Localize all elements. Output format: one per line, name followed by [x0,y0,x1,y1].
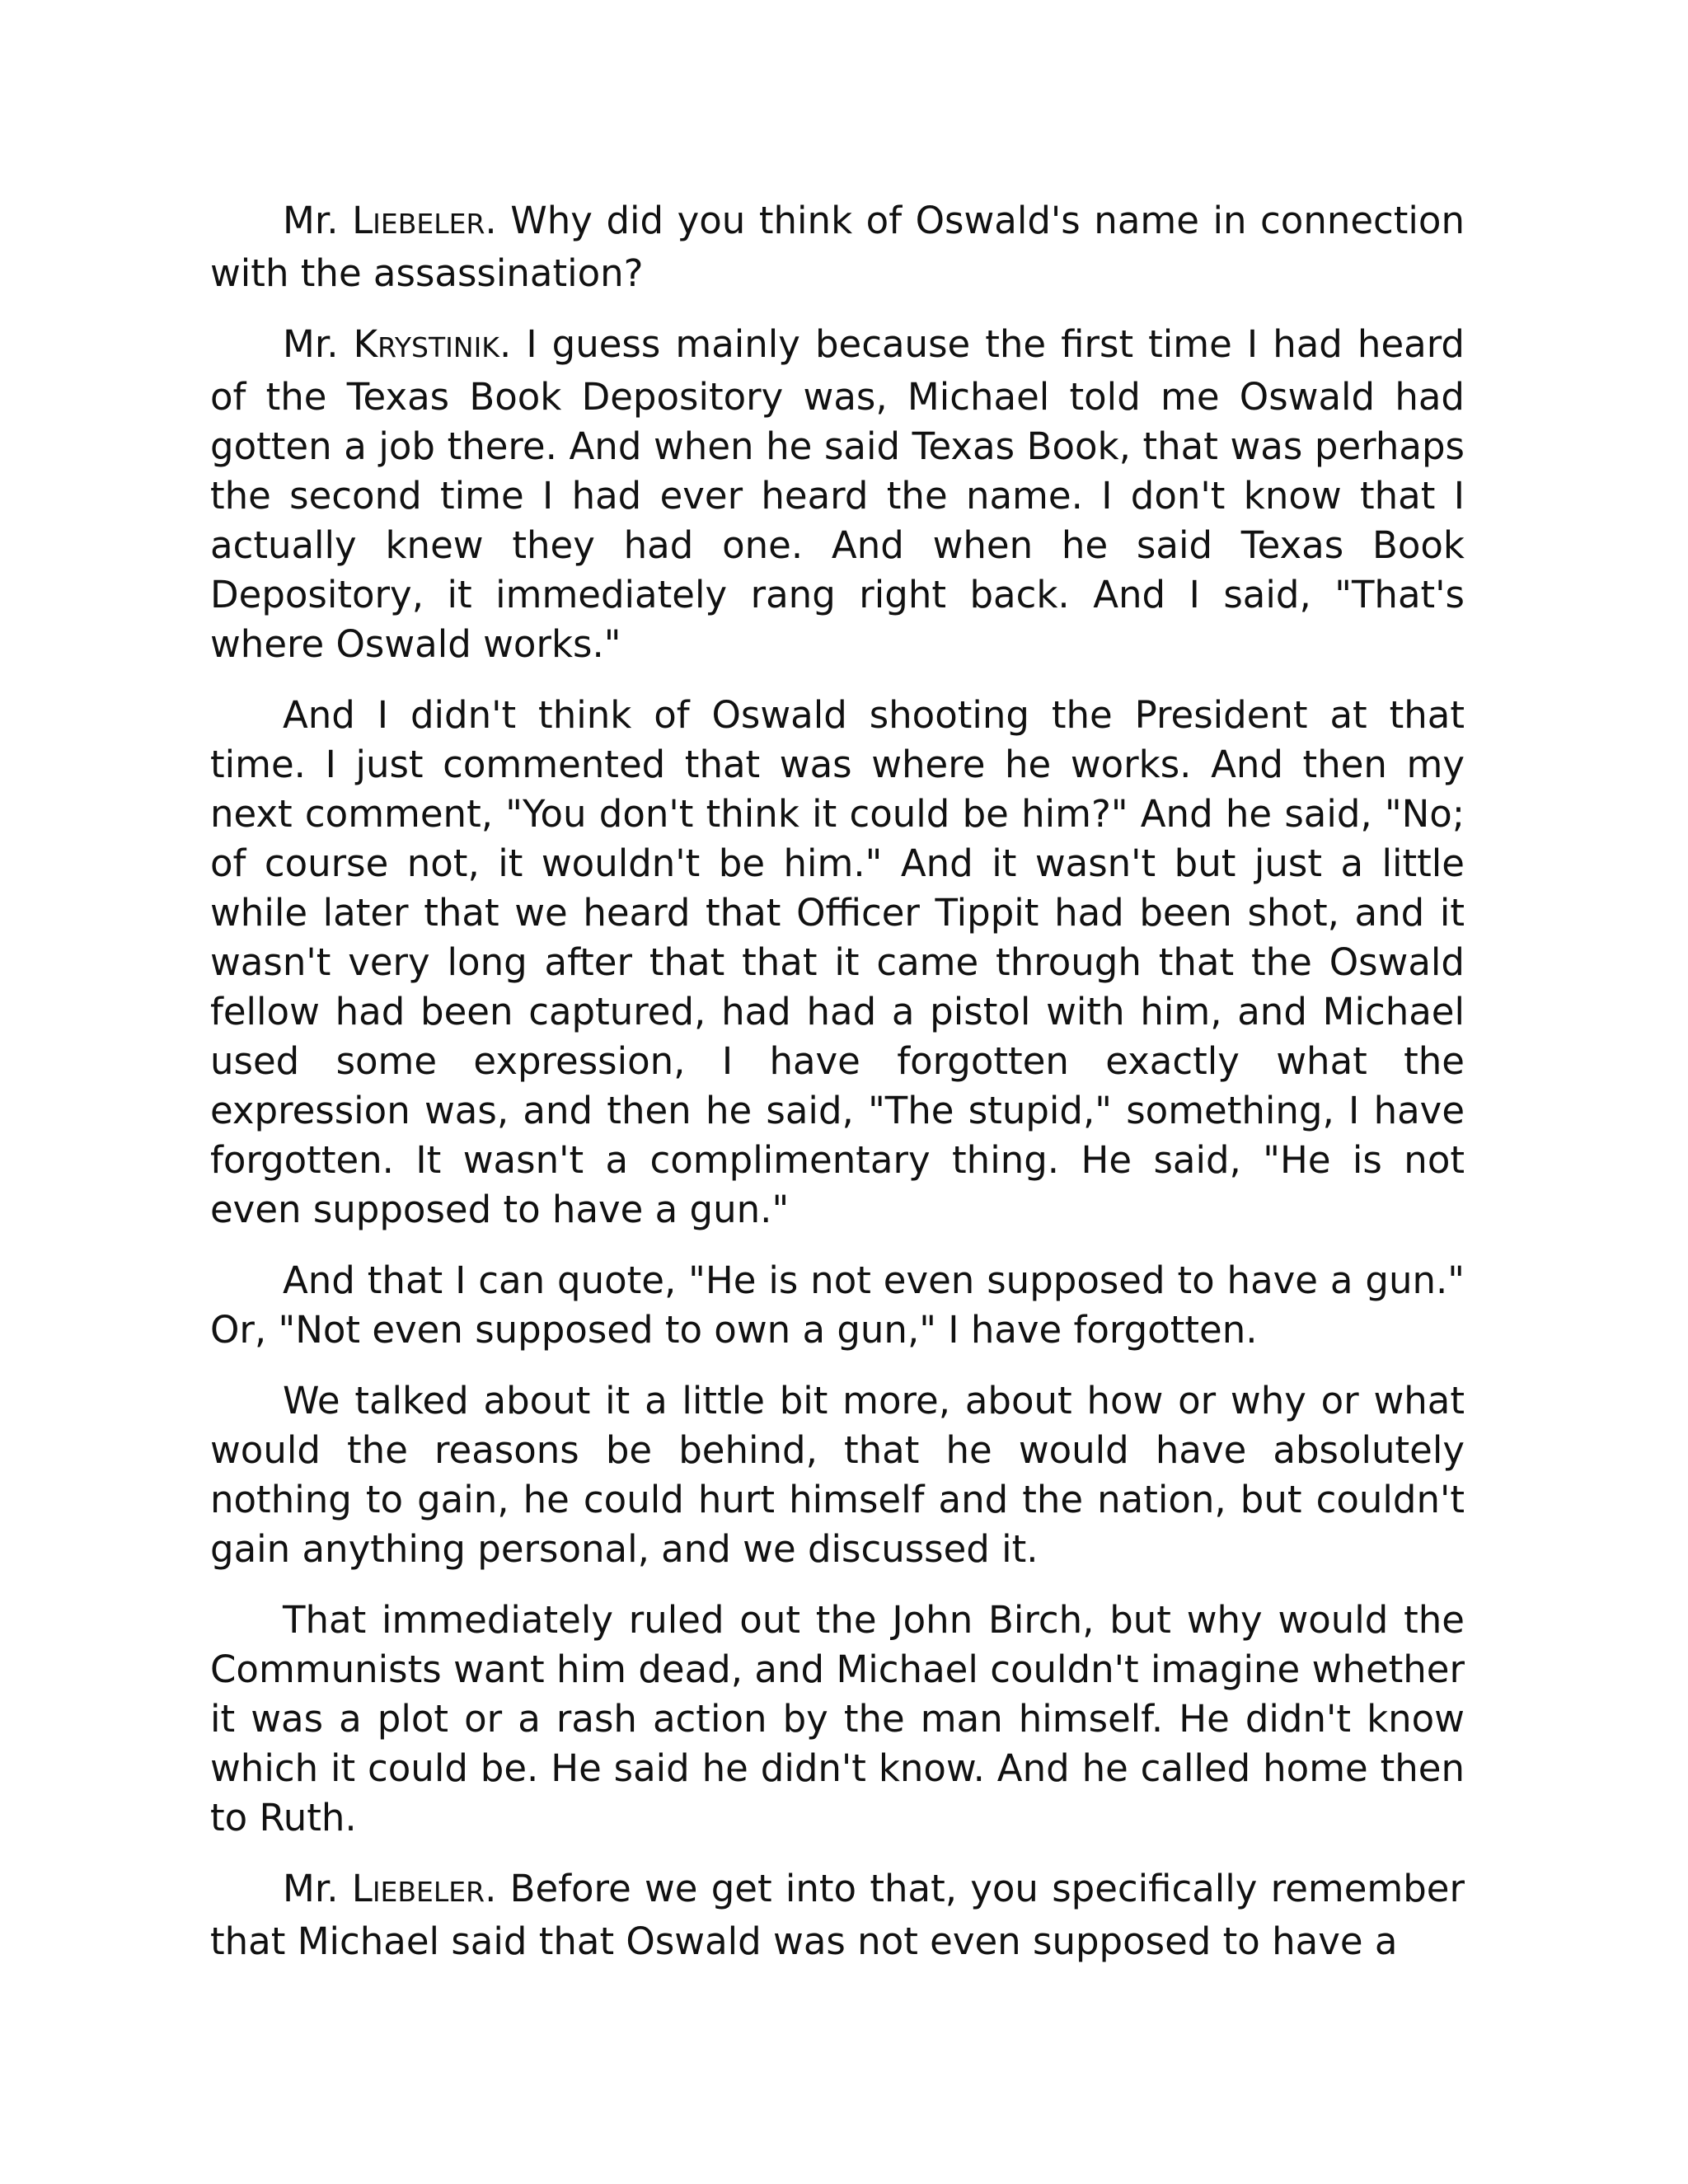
paragraph-continuation [210,1596,1465,1843]
paragraph-krystinik-answer [210,320,1465,669]
paragraph-text: And I didn't think of Oswald shooting the President at that time. I just commented that was where he works. And then my next comment, "You don't think it could be him?" And he said, "No; of course not, it wouldn't be him." And it wasn't but just a little while later that we heard that Officer Tippit had been shot, and it wasn't very long after that that it came through that the Oswald fellow had been captured, had had a pistol with him, and Michael used some expression, I have forgotten exactly what the expression was, and then he said, "The stupid," something, I have forgotten. It wasn't a complimentary thing. He said, "He is not even supposed to have a gun." [210,693,1465,1231]
paragraph-text: And that I can quote, "He is not even supposed to have a gun." Or, "Not even supposed to own a gun," I have forgotten. [210,1258,1465,1352]
paragraph-liebeler-question [210,1864,1465,1966]
paragraph-text: That immediately ruled out the John Birch, but why would the Communists want him dead, and Michael couldn't imagine whether it was a plot or a rash action by the man himself. He didn't know which it could be. He said he didn't know. And he called home then to Ruth. [210,1598,1465,1840]
paragraph-text: . Before we get into that, you specifically remember that Michael said that Oswald was not even supposed to have a [210,1867,1465,1963]
speaker-name: Mr. LIEBELER [283,199,485,242]
paragraph-text: . I guess mainly because the first time I had heard of the Texas Book Depository was, Michael told me Oswald had gotten a job there. And when he said Texas Book, that was perhaps the second time I had ever heard the name. I don't know that I actually knew they had one. And when he said Texas Book Depository, it immediately rang right back. And I said, "That's where Oswald works." [210,322,1465,666]
paragraph-text: . Why did you think of Oswald's name in connection with the assassination? [210,199,1465,295]
paragraph-text: We talked about it a little bit more, about how or why or what would the reasons be behind, that he would have absolutely nothing to gain, he could hurt himself and the nation, but couldn't gain anything personal, and we discussed it. [210,1379,1465,1571]
speaker-name: Mr. KRYSTINIK [283,322,499,366]
paragraph-continuation [210,691,1465,1235]
speaker-name: Mr. LIEBELER [283,1867,485,1910]
paragraph-liebeler-question [210,196,1465,298]
paragraph-continuation [210,1256,1465,1355]
paragraph-continuation [210,1376,1465,1574]
document-page [210,196,1465,1988]
